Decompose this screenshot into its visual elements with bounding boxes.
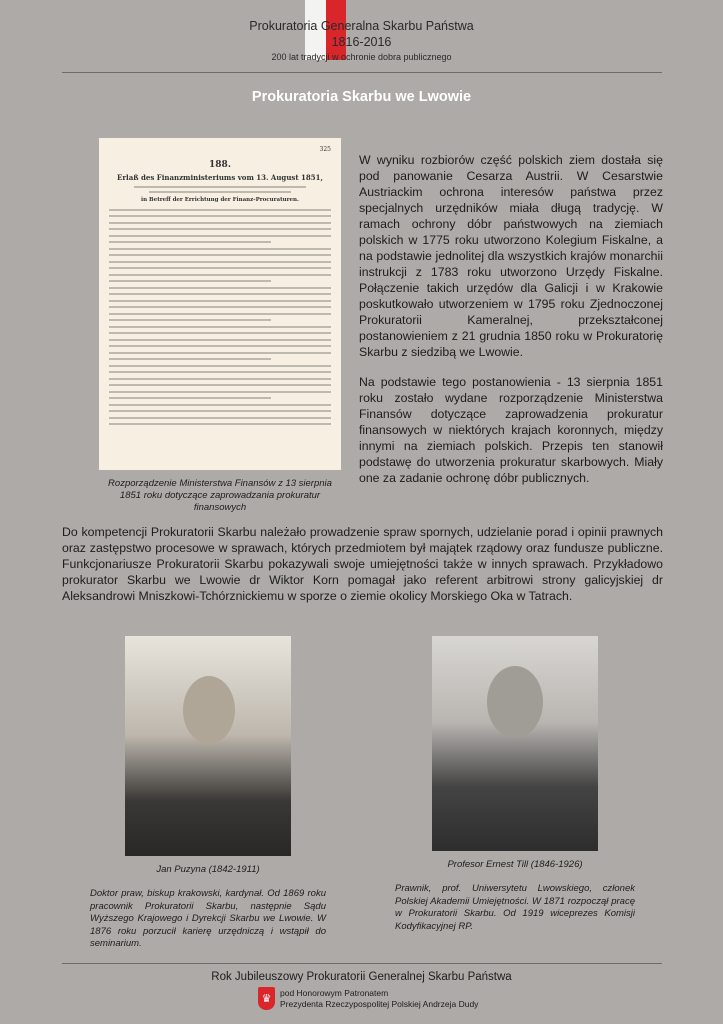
person-bio: Prawnik, prof. Uniwersytetu Lwowskiego, członek Polskiej Akademii Umiejętności. W 1871 rozpoczął pracę w Prokuratorii Skarbu. Od 1919 wiceprezes Komisji Kodyfikacyjnej RP. <box>395 883 635 932</box>
document-column <box>99 138 341 514</box>
doc-text-line <box>109 417 331 419</box>
doc-text-line <box>109 313 331 315</box>
doc-page-number: 325 <box>319 146 331 153</box>
doc-text-line <box>109 410 331 412</box>
doc-text-line <box>109 391 331 393</box>
doc-text-line <box>109 241 271 243</box>
footer-jubilee: Rok Jubileuszowy Prokuratorii Generalnej Skarbu Państwa <box>211 971 512 983</box>
doc-text-line <box>109 300 331 302</box>
doc-text-line <box>109 261 331 263</box>
doc-title: Erlaß des Finanzministeriums vom 13. August 1851, <box>117 173 323 182</box>
doc-text-line <box>109 326 331 328</box>
doc-text-line <box>109 365 331 367</box>
divider <box>62 963 662 964</box>
section-title: Prokuratoria Skarbu we Lwowie <box>251 89 472 105</box>
doc-text-line <box>109 209 331 211</box>
portrait-ernest-till <box>432 636 598 851</box>
people-section <box>62 636 663 951</box>
doc-text-line <box>109 280 271 282</box>
person-name: Jan Puzyna (1842-1911) <box>156 864 260 875</box>
divider <box>62 72 662 73</box>
person-bio: Doktor praw, biskup krakowski, kardynał. Od 1869 roku pracownik Prokuratorii Skarbu, następnie Sądu Wyższego Krajowego i Dyrekcji Skarbu we Lwowie. W 1876 roku porzucił karierę urzędniczą i wstąpił do seminarium. <box>90 888 326 949</box>
header-years: 1816-2016 <box>331 35 392 49</box>
doc-text-line <box>109 248 331 250</box>
person-card <box>90 636 326 951</box>
doc-number: 188. <box>209 160 231 170</box>
doc-text-line <box>109 358 271 360</box>
doc-text-line <box>109 274 331 276</box>
decree-document-image <box>99 138 341 470</box>
doc-text-line <box>109 345 331 347</box>
doc-text-line <box>109 254 331 256</box>
header-title: Prokuratoria Generalna Skarbu Państwa <box>249 19 474 33</box>
doc-text-line <box>109 397 271 399</box>
portrait-jan-puzyna <box>125 636 291 856</box>
main-content <box>62 138 663 951</box>
document-caption: Rozporządzenie Ministerstwa Finansów z 13 sierpnia 1851 roku dotyczące zaprowadzania prokuratur finansowych <box>108 478 332 513</box>
header-subtitle: 200 lat tradycji w ochronie dobra publicznego <box>271 52 452 62</box>
doc-text-line <box>109 352 331 354</box>
doc-text-line <box>109 332 331 334</box>
doc-text-line <box>109 319 271 321</box>
doc-text-line <box>109 287 331 289</box>
paragraph-history: W wyniku rozbiorów część polskich ziem dostała się pod panowanie Cesarza Austrii. W Cesarstwie Austriackim ochrona interesów państwa przez specjalnych urzędników miała długą tradycję. W ramach ochrony dóbr państwowych na ziemiach polskich w 1775 roku utworzono Kolegium Fiskalne, a na podstawie jednolitej dla wszystkich krajów monarchii instrukcji z 1783 roku utworzono Urzędy Fiskalne. Połączenie takich urzędów dla Galicji i w Krakowie poskutkowało utworzeniem w 1795 roku Zjednoczonej Prokuratorii Kameralnej, przekształconej postanowieniem z 21 grudnia 1850 roku w Prokuratorię Skarbu z siedzibą we Lwowie. <box>359 153 663 359</box>
doc-text-line <box>109 228 331 230</box>
doc-text-line <box>109 306 331 308</box>
doc-text-line <box>109 404 331 406</box>
doc-text-line <box>109 371 331 373</box>
person-name: Profesor Ernest Till (1846-1926) <box>447 859 583 870</box>
footer-patronage <box>280 988 478 1010</box>
doc-text-line <box>109 423 331 425</box>
doc-subject: in Betreff der Errichtung der Finanz-Procuraturen. <box>141 197 299 203</box>
doc-text-line <box>109 215 331 217</box>
footer-patronage-line2: Prezydenta Rzeczypospolitej Polskiej Andrzeja Dudy <box>280 999 479 1009</box>
paragraph-competences: Do kompetencji Prokuratorii Skarbu należało prowadzenie spraw spornych, udzielanie porad i opinii prawnych oraz zastępstwo procesowe w sprawach, których przedmiotem był majątek rządowy oraz fundusze publiczne. Funkcjonariusze Prokuratorii Skarbu pokazywali swoje umiejętności także w innych sprawach. Przykładowo prokurator Skarbu we Lwowie dr Wiktor Korn pomagał jako referent arbitrowi strony galicyjskiej dr Aleksandrowi Mniszkowi-Tchórznickiemu w sporze o ziemie okolicy Morskiego Oka w Tatrach. <box>62 525 663 603</box>
doc-text-line <box>109 293 331 295</box>
doc-text-line <box>109 267 331 269</box>
paragraph-decree: Na podstawie tego postanowienia - 13 sierpnia 1851 roku zostało wydane rozporządzenie Ministerstwa Finansów dotyczące zaprowadzenia prokuratur finansowych w niektórych krajach koronnych, między innymi na ziemiach polskich. Przepis ten stanowił podstawę do utworzenia prokuratur skarbowych. Miały one za zadanie ochronę dóbr publicznych. <box>359 375 663 485</box>
doc-text-line <box>109 222 331 224</box>
polish-eagle-emblem-icon: ♛ <box>258 987 275 1010</box>
person-card <box>395 636 635 951</box>
doc-text-line <box>109 339 331 341</box>
doc-text-line <box>109 378 331 380</box>
text-column <box>359 138 663 514</box>
doc-text-line <box>109 235 331 237</box>
doc-text-line <box>109 384 331 386</box>
footer-patronage-line1: pod Honorowym Patronatem <box>280 988 389 998</box>
intro-row <box>62 138 663 514</box>
